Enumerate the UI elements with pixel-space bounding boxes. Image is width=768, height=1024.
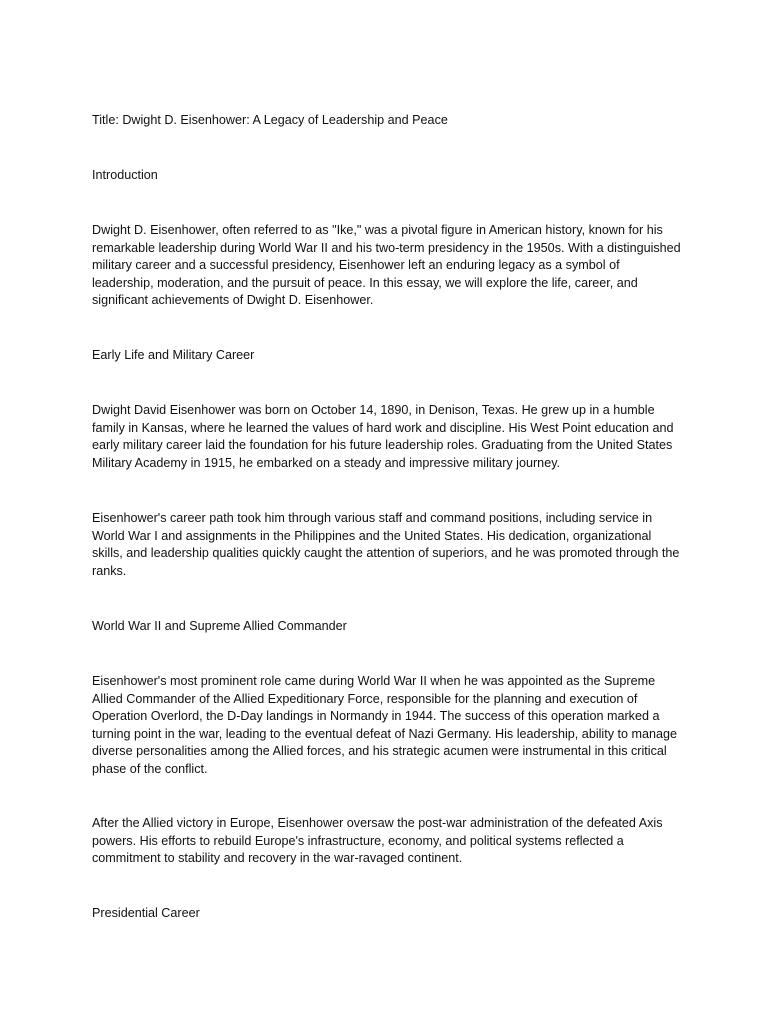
paragraph-world-war-ii-1: Eisenhower's most prominent role came during World War II when he was appointed as the Supreme Allied Commander of the Allied Expeditionary Force, responsible for the planning and execution of Operation Overlord, the D-Day landings in Normandy in 1944. The success of this operation marked a turning point in the war, leading to the eventual defeat of Nazi Germany. His leadership, ability to manage diverse personalities among the Allied forces, and his strategic acumen were instrumental in this critical phase of the conflict. bbox=[92, 674, 678, 776]
section-heading-early-life: Early Life and Military Career bbox=[92, 348, 255, 362]
document-title: Title: Dwight D. Eisenhower: A Legacy of Leadership and Peace bbox=[92, 113, 448, 127]
paragraph-world-war-ii-2: After the Allied victory in Europe, Eisenhower oversaw the post-war administration of the defeated Axis powers. His efforts to rebuild Europe's infrastructure, economy, and political systems reflected a commitment to stability and recovery in the war-ravaged continent. bbox=[92, 816, 663, 866]
paragraph-introduction: Dwight D. Eisenhower, often referred to as "Ike," was a pivotal figure in American history, known for his remarkable leadership during World War II and his two-term presidency in the 1950s. With a distinguished military career and a successful presidency, Eisenhower left an enduring legacy as a symbol of leadership, moderation, and the pursuit of peace. In this essay, we will explore the life, career, and significant achievements of Dwight D. Eisenhower. bbox=[92, 223, 681, 308]
section-heading-presidential-career: Presidential Career bbox=[92, 906, 200, 920]
paragraph-early-life-2: Eisenhower's career path took him through various staff and command positions, including service in World War I and assignments in the Philippines and the United States. His dedication, organizational skills, and leadership qualities quickly caught the attention of superiors, and he was promoted through the ranks. bbox=[92, 511, 680, 578]
section-heading-world-war-ii: World War II and Supreme Allied Commander bbox=[92, 619, 347, 633]
section-heading-introduction: Introduction bbox=[92, 168, 158, 182]
paragraph-early-life-1: Dwight David Eisenhower was born on October 14, 1890, in Denison, Texas. He grew up in a humble family in Kansas, where he learned the values of hard work and discipline. His West Point education and early military career laid the foundation for his future leadership roles. Graduating from the United States Military Academy in 1915, he embarked on a steady and impressive military journey. bbox=[92, 403, 674, 470]
